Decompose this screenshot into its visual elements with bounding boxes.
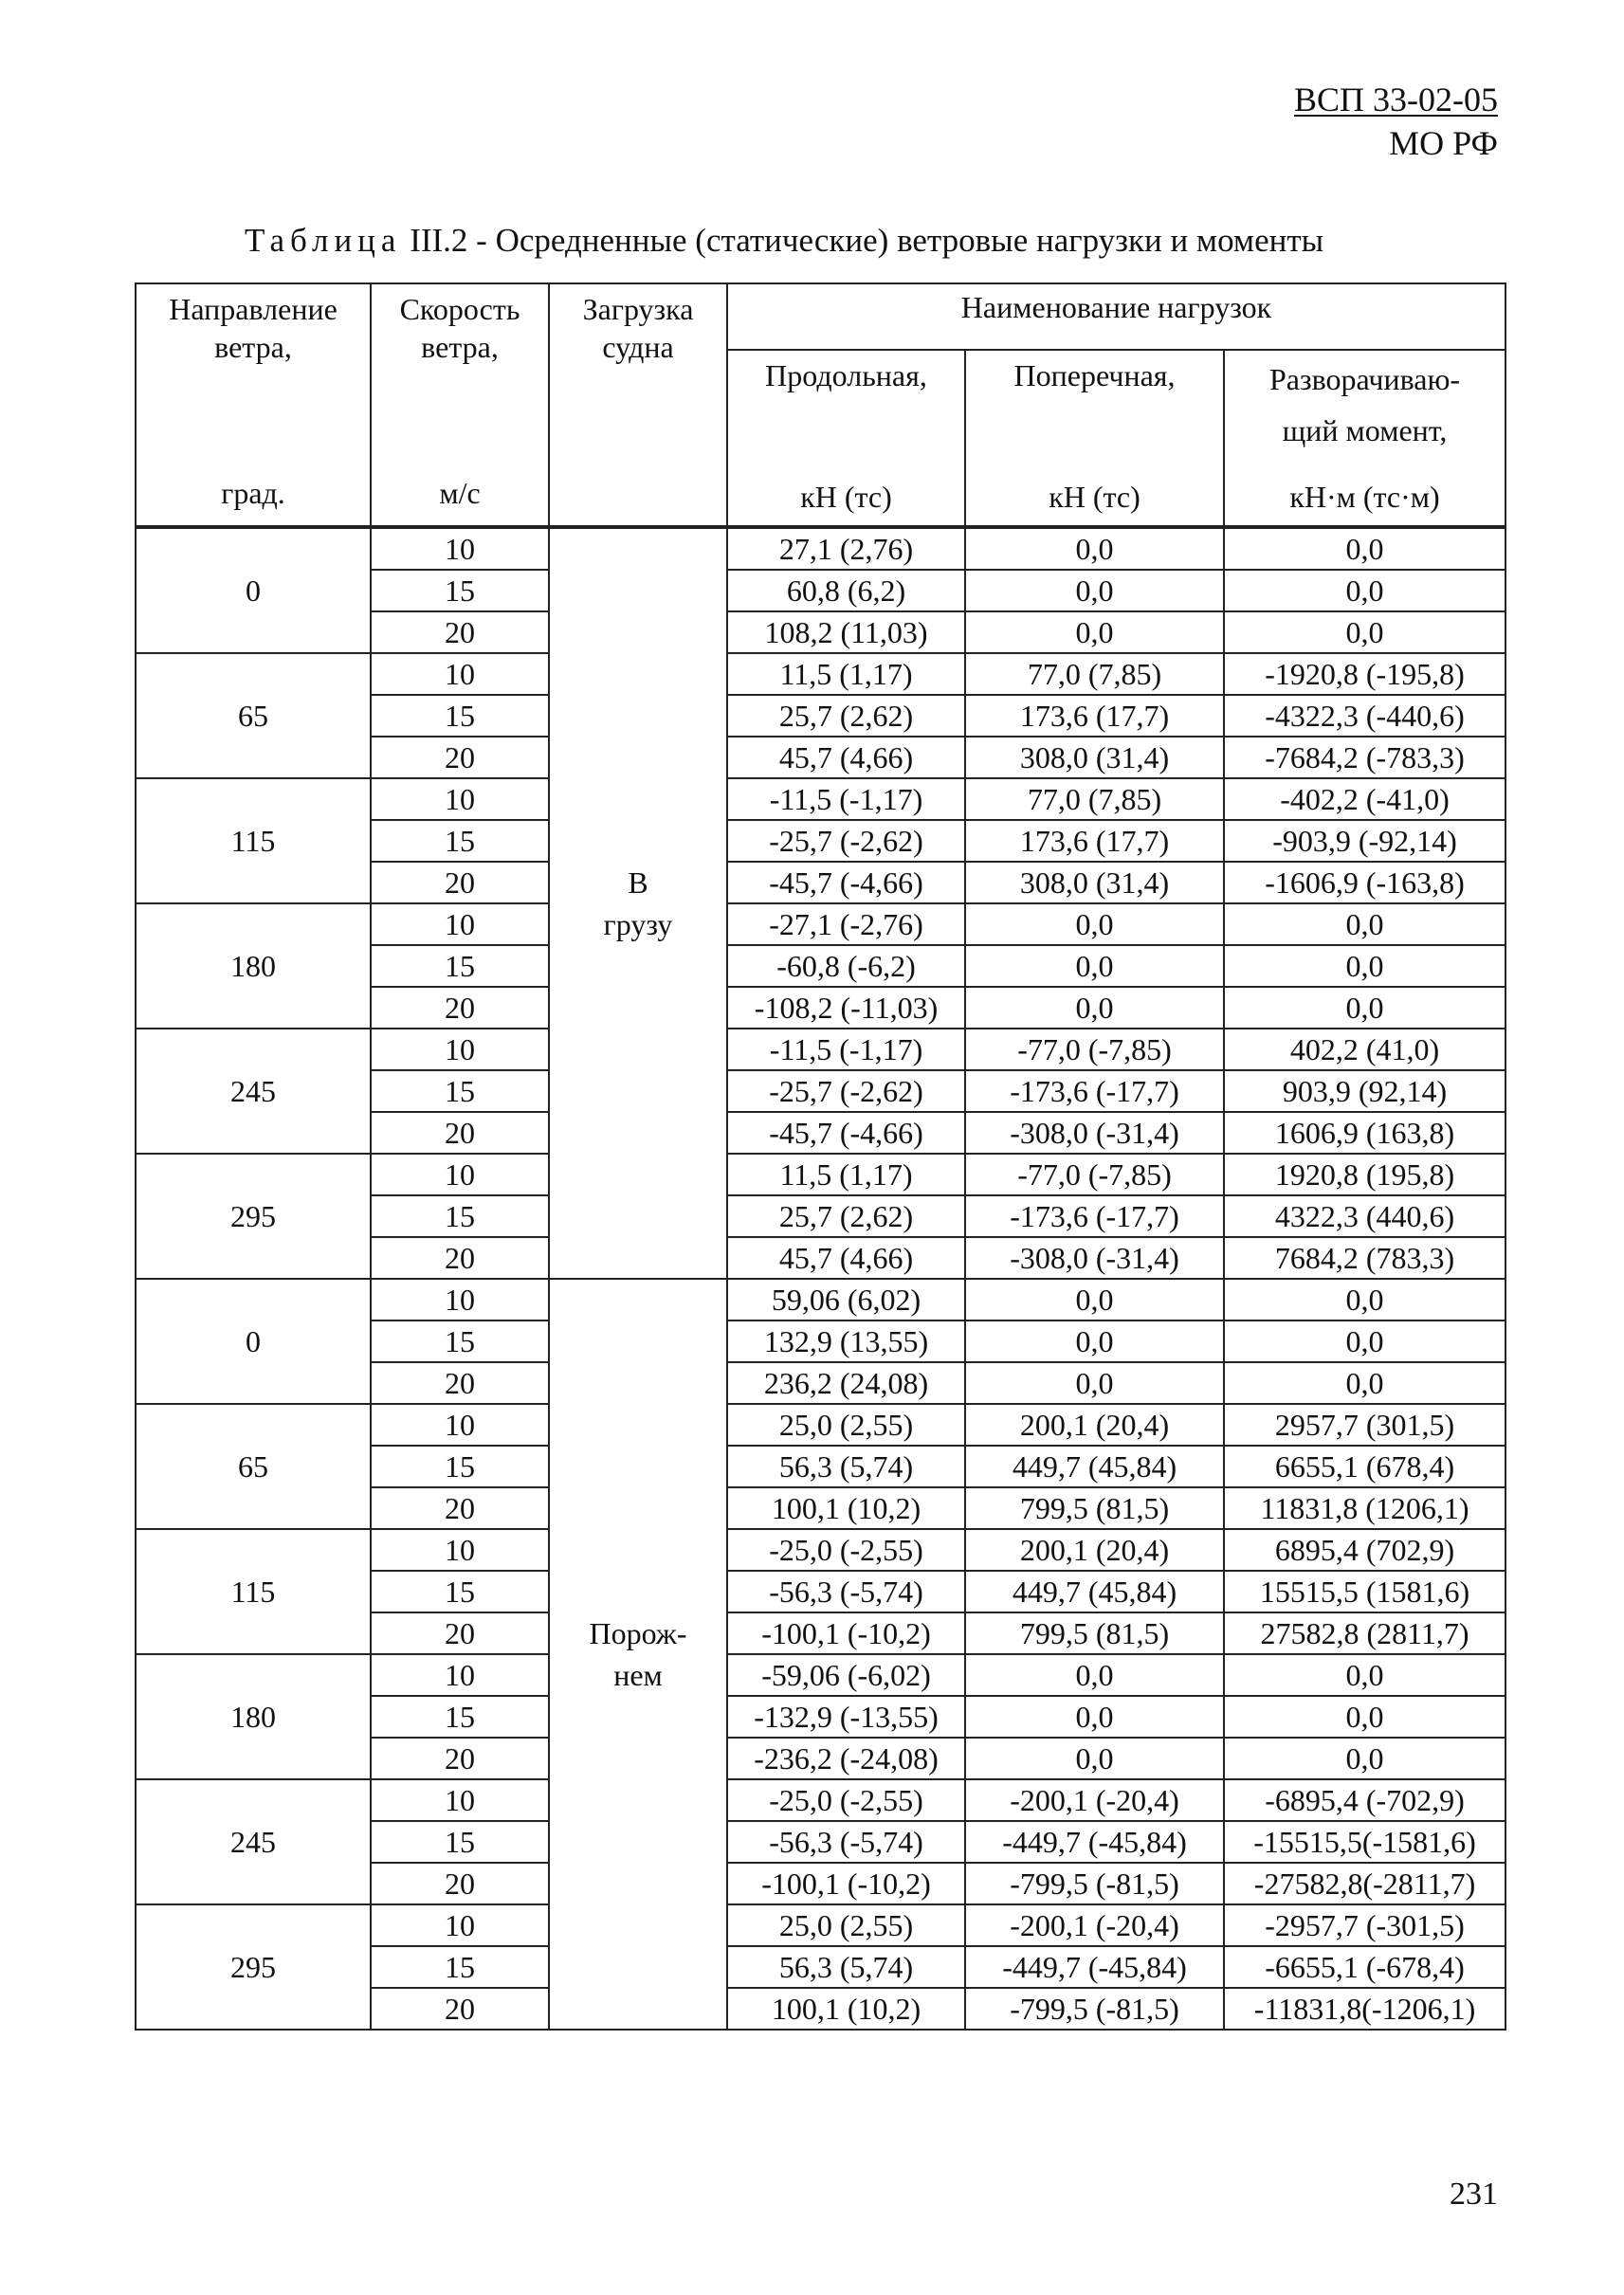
- cell-transverse: 0,0: [965, 1321, 1224, 1362]
- cell-speed: 20: [371, 1988, 549, 2030]
- cell-longitudinal: 11,5 (1,17): [727, 653, 965, 695]
- cell-transverse: -200,1 (-20,4): [965, 1904, 1224, 1946]
- cell-moment: 0,0: [1224, 1738, 1505, 1779]
- cell-speed: 15: [371, 695, 549, 737]
- cell-longitudinal: -56,3 (-5,74): [727, 1571, 965, 1612]
- cell-moment: 0,0: [1224, 1696, 1505, 1738]
- cell-longitudinal: 25,0 (2,55): [727, 1404, 965, 1446]
- cell-transverse: 0,0: [965, 1654, 1224, 1696]
- wind-load-table: [135, 282, 1506, 2031]
- cell-speed: 10: [371, 1529, 549, 1571]
- cell-speed: 10: [371, 1029, 549, 1070]
- cell-longitudinal: -100,1 (-10,2): [727, 1612, 965, 1654]
- cell-moment: 6895,4 (702,9): [1224, 1529, 1505, 1571]
- cell-longitudinal: -59,06 (-6,02): [727, 1654, 965, 1696]
- cell-direction: 115: [136, 778, 371, 903]
- cell-moment: -15515,5(-1581,6): [1224, 1821, 1505, 1863]
- cell-moment: 27582,8 (2811,7): [1224, 1612, 1505, 1654]
- cell-longitudinal: -27,1 (-2,76): [727, 903, 965, 945]
- table-title-prefix: Таблица: [245, 222, 402, 259]
- organization: МО РФ: [1389, 124, 1498, 162]
- cell-speed: 20: [371, 862, 549, 903]
- cell-moment: 0,0: [1224, 611, 1505, 653]
- cell-direction: 115: [136, 1529, 371, 1654]
- cell-moment: 0,0: [1224, 987, 1505, 1029]
- document-code-header: [1213, 78, 1498, 165]
- cell-direction: 245: [136, 1029, 371, 1154]
- cell-longitudinal: -236,2 (-24,08): [727, 1738, 965, 1779]
- cell-transverse: 173,6 (17,7): [965, 695, 1224, 737]
- cell-moment: 15515,5 (1581,6): [1224, 1571, 1505, 1612]
- cell-transverse: 0,0: [965, 1696, 1224, 1738]
- cell-moment: -6895,4 (-702,9): [1224, 1779, 1505, 1821]
- cell-speed: 10: [371, 1779, 549, 1821]
- cell-transverse: 0,0: [965, 570, 1224, 611]
- table-row: [136, 653, 1505, 695]
- cell-moment: 0,0: [1224, 527, 1505, 570]
- cell-longitudinal: -132,9 (-13,55): [727, 1696, 965, 1738]
- cell-moment: -402,2 (-41,0): [1224, 778, 1505, 820]
- cell-direction: 295: [136, 1904, 371, 2030]
- cell-longitudinal: -108,2 (-11,03): [727, 987, 965, 1029]
- header-load-names: Наименование нагрузок: [727, 283, 1505, 350]
- table-row: [136, 1154, 1505, 1195]
- cell-speed: 20: [371, 1487, 549, 1529]
- cell-speed: 10: [371, 653, 549, 695]
- cell-speed: 20: [371, 1612, 549, 1654]
- cell-speed: 10: [371, 1404, 549, 1446]
- cell-moment: 0,0: [1224, 945, 1505, 987]
- cell-direction: 65: [136, 1404, 371, 1529]
- cell-transverse: 308,0 (31,4): [965, 737, 1224, 778]
- cell-transverse: 799,5 (81,5): [965, 1612, 1224, 1654]
- cell-moment: -7684,2 (-783,3): [1224, 737, 1505, 778]
- header-turning-moment: Разворачиваю- щий момент, кН·м (тс·м): [1224, 350, 1505, 527]
- cell-ship-load: [549, 1279, 727, 2030]
- cell-transverse: -799,5 (-81,5): [965, 1863, 1224, 1904]
- cell-speed: 10: [371, 903, 549, 945]
- cell-moment: 903,9 (92,14): [1224, 1070, 1505, 1112]
- cell-transverse: -308,0 (-31,4): [965, 1112, 1224, 1154]
- cell-speed: 20: [371, 1863, 549, 1904]
- cell-longitudinal: 11,5 (1,17): [727, 1154, 965, 1195]
- table-title: [245, 220, 1477, 262]
- cell-transverse: -449,7 (-45,84): [965, 1821, 1224, 1863]
- cell-longitudinal: -11,5 (-1,17): [727, 778, 965, 820]
- cell-moment: 1606,9 (163,8): [1224, 1112, 1505, 1154]
- header-longitudinal: Продольная, кН (тс): [727, 350, 965, 527]
- cell-longitudinal: 100,1 (10,2): [727, 1988, 965, 2030]
- cell-transverse: 449,7 (45,84): [965, 1571, 1224, 1612]
- cell-speed: 15: [371, 1696, 549, 1738]
- cell-speed: 20: [371, 1738, 549, 1779]
- cell-longitudinal: 25,7 (2,62): [727, 1195, 965, 1237]
- cell-moment: 1920,8 (195,8): [1224, 1154, 1505, 1195]
- cell-speed: 20: [371, 611, 549, 653]
- cell-speed: 20: [371, 1362, 549, 1404]
- cell-moment: -903,9 (-92,14): [1224, 820, 1505, 862]
- table-row: [136, 1404, 1505, 1446]
- ship-load-line: В: [628, 865, 648, 900]
- table-title-text: III.2 - Осредненные (статические) ветровые нагрузки и моменты: [410, 222, 1324, 259]
- cell-speed: 20: [371, 1237, 549, 1279]
- header-load: Загрузка судна: [549, 283, 727, 527]
- cell-moment: 11831,8 (1206,1): [1224, 1487, 1505, 1529]
- cell-transverse: 0,0: [965, 945, 1224, 987]
- cell-moment: -6655,1 (-678,4): [1224, 1946, 1505, 1988]
- cell-transverse: -449,7 (-45,84): [965, 1946, 1224, 1988]
- cell-moment: 6655,1 (678,4): [1224, 1446, 1505, 1487]
- cell-moment: 2957,7 (301,5): [1224, 1404, 1505, 1446]
- table-row: [136, 1904, 1505, 1946]
- cell-longitudinal: 56,3 (5,74): [727, 1446, 965, 1487]
- table-row: [136, 1029, 1505, 1070]
- cell-moment: 0,0: [1224, 1321, 1505, 1362]
- cell-transverse: 200,1 (20,4): [965, 1404, 1224, 1446]
- cell-longitudinal: -25,0 (-2,55): [727, 1779, 965, 1821]
- ship-load-line: грузу: [603, 907, 673, 941]
- cell-transverse: -77,0 (-7,85): [965, 1029, 1224, 1070]
- table-row: [136, 1654, 1505, 1696]
- cell-longitudinal: -45,7 (-4,66): [727, 862, 965, 903]
- header-transverse: Поперечная, кН (тс): [965, 350, 1224, 527]
- cell-transverse: -799,5 (-81,5): [965, 1988, 1224, 2030]
- header-speed: Скорость ветра, м/с: [371, 283, 549, 527]
- cell-longitudinal: -56,3 (-5,74): [727, 1821, 965, 1863]
- cell-speed: 20: [371, 737, 549, 778]
- cell-moment: 7684,2 (783,3): [1224, 1237, 1505, 1279]
- cell-speed: 15: [371, 820, 549, 862]
- cell-moment: 0,0: [1224, 570, 1505, 611]
- cell-transverse: 449,7 (45,84): [965, 1446, 1224, 1487]
- cell-direction: 0: [136, 1279, 371, 1404]
- cell-speed: 15: [371, 945, 549, 987]
- cell-moment: 0,0: [1224, 1279, 1505, 1321]
- cell-longitudinal: -100,1 (-10,2): [727, 1863, 965, 1904]
- cell-longitudinal: -25,7 (-2,62): [727, 1070, 965, 1112]
- cell-longitudinal: 27,1 (2,76): [727, 527, 965, 570]
- cell-direction: 0: [136, 527, 371, 653]
- cell-transverse: 0,0: [965, 1738, 1224, 1779]
- cell-transverse: 0,0: [965, 903, 1224, 945]
- ship-load-line: Порож-: [589, 1616, 687, 1650]
- table-row: [136, 527, 1505, 570]
- cell-ship-load: [549, 527, 727, 1279]
- table-row: [136, 1529, 1505, 1571]
- cell-transverse: 799,5 (81,5): [965, 1487, 1224, 1529]
- cell-speed: 10: [371, 527, 549, 570]
- table-row: [136, 1779, 1505, 1821]
- cell-moment: 4322,3 (440,6): [1224, 1195, 1505, 1237]
- cell-direction: 245: [136, 1779, 371, 1904]
- cell-longitudinal: 60,8 (6,2): [727, 570, 965, 611]
- cell-transverse: -173,6 (-17,7): [965, 1195, 1224, 1237]
- cell-speed: 10: [371, 1654, 549, 1696]
- cell-moment: 0,0: [1224, 903, 1505, 945]
- cell-direction: 180: [136, 1654, 371, 1779]
- table-body: [136, 527, 1505, 2030]
- cell-transverse: 0,0: [965, 611, 1224, 653]
- page-number: 231: [1450, 2177, 1498, 2212]
- cell-transverse: -173,6 (-17,7): [965, 1070, 1224, 1112]
- cell-direction: 180: [136, 903, 371, 1029]
- cell-transverse: 0,0: [965, 987, 1224, 1029]
- cell-moment: -27582,8(-2811,7): [1224, 1863, 1505, 1904]
- cell-longitudinal: 132,9 (13,55): [727, 1321, 965, 1362]
- cell-transverse: 0,0: [965, 527, 1224, 570]
- cell-longitudinal: 56,3 (5,74): [727, 1946, 965, 1988]
- cell-longitudinal: -11,5 (-1,17): [727, 1029, 965, 1070]
- cell-longitudinal: 59,06 (6,02): [727, 1279, 965, 1321]
- cell-longitudinal: 108,2 (11,03): [727, 611, 965, 653]
- cell-longitudinal: 45,7 (4,66): [727, 1237, 965, 1279]
- cell-speed: 10: [371, 1904, 549, 1946]
- cell-transverse: 0,0: [965, 1362, 1224, 1404]
- cell-longitudinal: 25,0 (2,55): [727, 1904, 965, 1946]
- cell-longitudinal: -45,7 (-4,66): [727, 1112, 965, 1154]
- cell-moment: 0,0: [1224, 1654, 1505, 1696]
- cell-moment: -1920,8 (-195,8): [1224, 653, 1505, 695]
- cell-speed: 15: [371, 1446, 549, 1487]
- table-row: [136, 1279, 1505, 1321]
- cell-speed: 10: [371, 1279, 549, 1321]
- cell-speed: 15: [371, 1070, 549, 1112]
- cell-longitudinal: -60,8 (-6,2): [727, 945, 965, 987]
- cell-transverse: 77,0 (7,85): [965, 653, 1224, 695]
- cell-transverse: -77,0 (-7,85): [965, 1154, 1224, 1195]
- cell-moment: -2957,7 (-301,5): [1224, 1904, 1505, 1946]
- cell-transverse: -200,1 (-20,4): [965, 1779, 1224, 1821]
- cell-moment: -11831,8(-1206,1): [1224, 1988, 1505, 2030]
- cell-transverse: 308,0 (31,4): [965, 862, 1224, 903]
- cell-longitudinal: 45,7 (4,66): [727, 737, 965, 778]
- cell-direction: 65: [136, 653, 371, 778]
- header-direction: Направление ветра, град.: [136, 283, 371, 527]
- cell-speed: 15: [371, 1321, 549, 1362]
- cell-moment: 0,0: [1224, 1362, 1505, 1404]
- cell-longitudinal: 100,1 (10,2): [727, 1487, 965, 1529]
- document-code: ВСП 33-02-05: [1294, 81, 1498, 118]
- table-row: [136, 778, 1505, 820]
- cell-longitudinal: 25,7 (2,62): [727, 695, 965, 737]
- cell-moment: -1606,9 (-163,8): [1224, 862, 1505, 903]
- cell-speed: 10: [371, 778, 549, 820]
- cell-speed: 20: [371, 987, 549, 1029]
- ship-load-line: нем: [613, 1658, 663, 1692]
- cell-transverse: 77,0 (7,85): [965, 778, 1224, 820]
- cell-direction: 295: [136, 1154, 371, 1279]
- cell-speed: 15: [371, 1946, 549, 1988]
- cell-transverse: 200,1 (20,4): [965, 1529, 1224, 1571]
- cell-speed: 20: [371, 1112, 549, 1154]
- cell-transverse: 0,0: [965, 1279, 1224, 1321]
- cell-speed: 15: [371, 1571, 549, 1612]
- table-row: [136, 903, 1505, 945]
- cell-longitudinal: 236,2 (24,08): [727, 1362, 965, 1404]
- cell-speed: 15: [371, 570, 549, 611]
- cell-moment: -4322,3 (-440,6): [1224, 695, 1505, 737]
- cell-longitudinal: -25,0 (-2,55): [727, 1529, 965, 1571]
- cell-moment: 402,2 (41,0): [1224, 1029, 1505, 1070]
- cell-transverse: -308,0 (-31,4): [965, 1237, 1224, 1279]
- cell-speed: 15: [371, 1821, 549, 1863]
- cell-longitudinal: -25,7 (-2,62): [727, 820, 965, 862]
- cell-speed: 10: [371, 1154, 549, 1195]
- cell-speed: 15: [371, 1195, 549, 1237]
- cell-transverse: 173,6 (17,7): [965, 820, 1224, 862]
